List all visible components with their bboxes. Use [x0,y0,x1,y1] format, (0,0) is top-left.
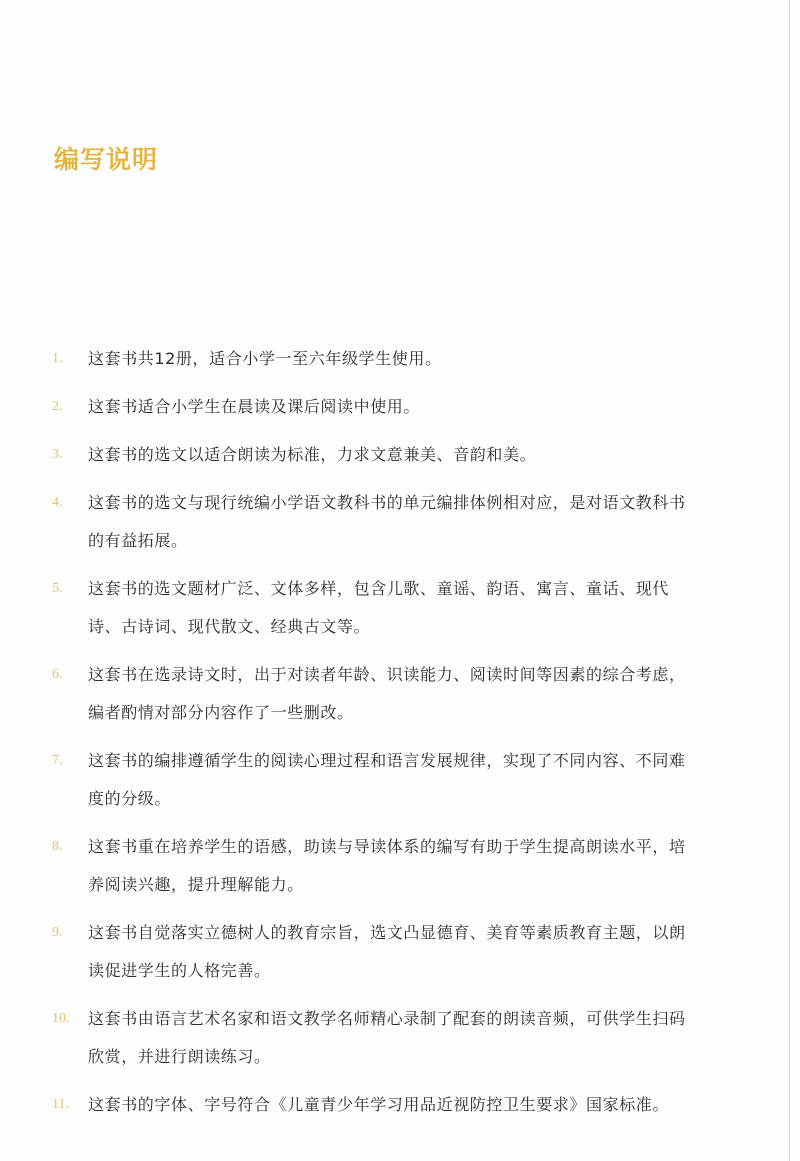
list-item [52,570,702,646]
item-number: 9. [52,925,63,940]
item-number: 11. [52,1097,69,1112]
item-number: 1. [52,351,63,366]
item-text: 这套书重在培养学生的语感，助读与导读体系的编写有助于学生提高朗读水平，培养阅读兴趣，提升理解能力。 [88,837,686,894]
page-edge-line [789,0,790,1161]
item-number: 6. [52,667,63,682]
list-item [52,388,702,426]
item-number: 5. [52,581,63,596]
item-text: 这套书的选文与现行统编小学语文教科书的单元编排体例相对应，是对语文教科书的有益拓展。 [88,493,686,550]
item-text: 这套书的选文以适合朗读为标准，力求文意兼美、音韵和美。 [88,445,537,464]
item-text: 这套书在选录诗文时，出于对读者年龄、识读能力、阅读时间等因素的综合考虑，编者酌情对部分内容作了一些删改。 [88,665,686,722]
item-number: 4. [52,495,63,510]
list-item [52,436,702,474]
list-item [52,1000,702,1076]
item-text: 这套书自觉落实立德树人的教育宗旨，选文凸显德育、美育等素质教育主题，以朗读促进学生的人格完善。 [88,923,686,980]
item-text: 这套书的选文题材广泛、文体多样，包含儿歌、童谣、韵语、寓言、童话、现代诗、古诗词、现代散文、经典古文等。 [88,579,670,636]
item-number: 2. [52,399,63,414]
item-number: 7. [52,753,63,768]
instructions-list [52,340,702,1134]
item-text: 这套书的编排遵循学生的阅读心理过程和语言发展规律，实现了不同内容、不同难度的分级。 [88,751,686,808]
page-title: 编写说明 [54,145,159,174]
list-item [52,828,702,904]
list-item [52,484,702,560]
list-item [52,914,702,990]
list-item [52,742,702,818]
item-text: 这套书由语言艺术名家和语文教学名师精心录制了配套的朗读音频，可供学生扫码欣赏，并进行朗读练习。 [88,1009,686,1066]
list-item [52,1086,702,1124]
item-text: 这套书适合小学生在晨读及课后阅读中使用。 [88,397,421,416]
list-item [52,656,702,732]
item-number: 10. [52,1011,70,1026]
item-text: 这套书共12册，适合小学一至六年级学生使用。 [88,349,442,368]
item-number: 8. [52,839,63,854]
item-number: 3. [52,447,63,462]
list-item [52,340,702,378]
item-text: 这套书的字体、字号符合《儿童青少年学习用品近视防控卫生要求》国家标准。 [88,1095,670,1114]
